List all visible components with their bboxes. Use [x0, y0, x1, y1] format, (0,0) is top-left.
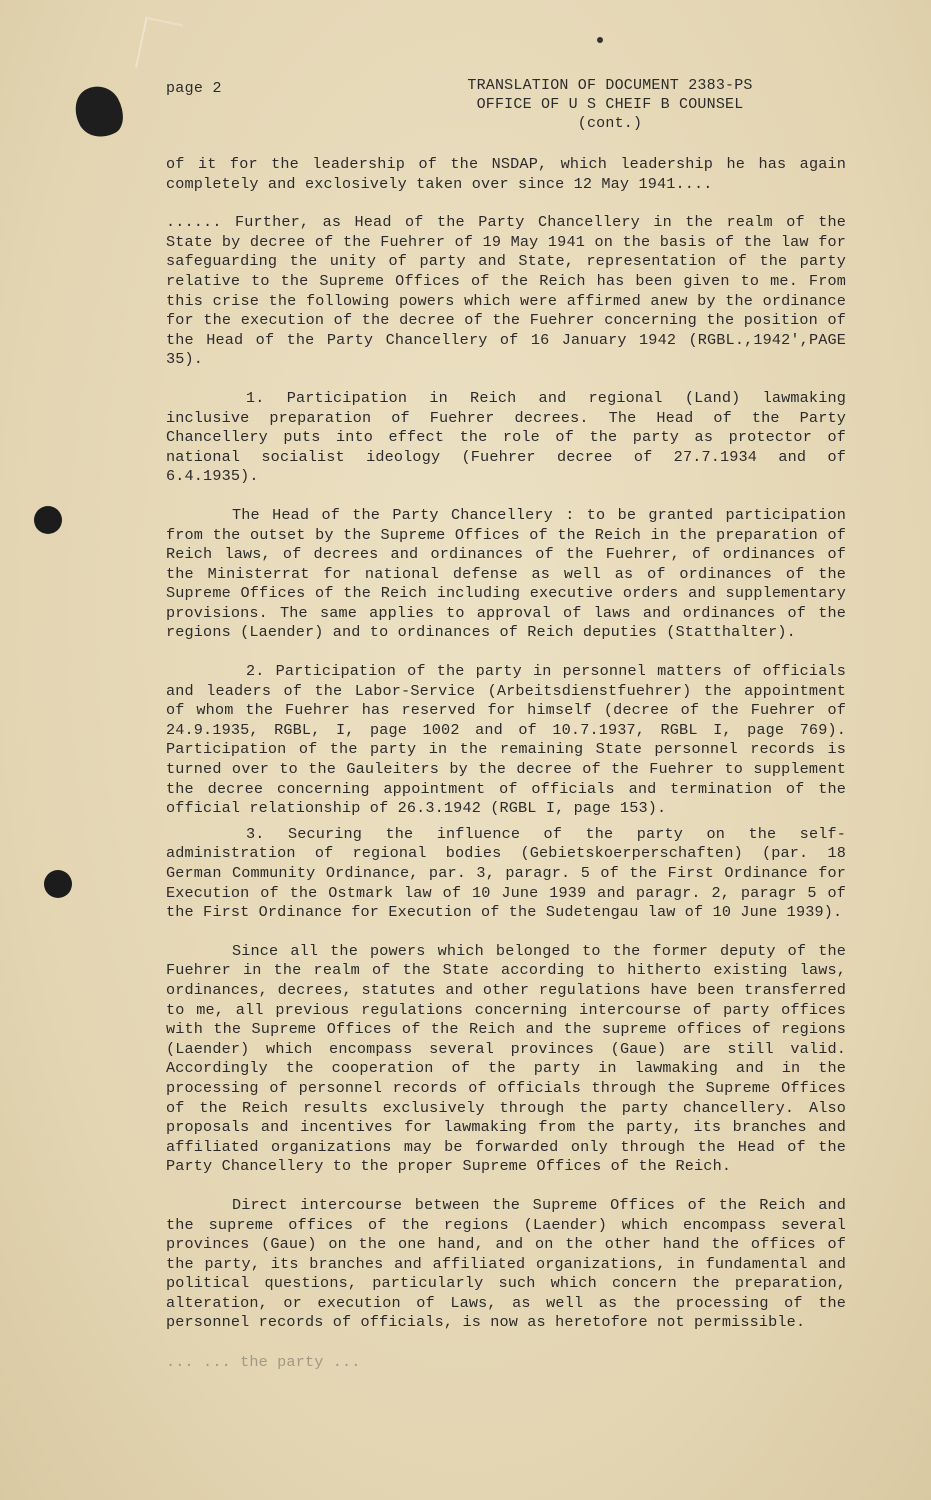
paragraph-continuation: of it for the leadership of the NSDAP, which leadership he has again completely and exclosively taken over since 12 May 1941....	[166, 155, 846, 193]
document-title	[440, 76, 780, 133]
page-number: page 2	[166, 80, 222, 97]
paragraph-head-participation: The Head of the Party Chancellery : to be granted participation from the outset by the Supreme Offices of the Reich in the preparation of Reich laws, of decrees and ordinances of the Fuehrer, of ordinances of the Ministerrat for national defense as well as of ordinances of the Supreme Offices of the Reich including executive orders and supplementary provisions. The same applies to approval of laws and ordinances of the regions (Laender) and to ordinances of Reich deputies (Statthalter).	[166, 505, 846, 642]
paper-crease	[135, 17, 183, 76]
paragraph-direct-intercourse: Direct intercourse between the Supreme Offices of the Reich and the supreme offices of the regions (Laender) which encompass several provinces (Gaue) on the one hand, and on the other hand the offices of the party, its branches and affiliated organizations, in fundamental and political questions, particularly such which concern the preparation, alteration, or execution of Laws, as well as the processing of the personnel records of officials, is now as heretofore not permissible.	[166, 1195, 846, 1332]
paragraph-item-1: 1. Participation in Reich and regional (Land) lawmaking inclusive preparation of Fuehrer decrees. The Head of the Party Chancellery puts into effect the role of the party as protector of national socialist ideology (Fuehrer decree of 27.7.1934 and of 6.4.1935).	[166, 388, 846, 486]
paragraph-item-3: 3. Securing the influence of the party on the self-administration of regional bodies (Gebietskoerperschaften) (par. 18 German Community Ordinance, par. 3, paragr. 5 of the First Ordinance for Execution of the Ostmark law of 10 June 1939 and paragr. 2, paragr 5 of the First Ordinance for Execution of the Sudetengau law of 10 June 1939).	[166, 824, 846, 922]
ink-stain	[66, 78, 131, 146]
ink-dot	[597, 37, 603, 43]
title-line-3: (cont.)	[577, 115, 643, 132]
illegible-footer-text: ... ... the party ...	[166, 1353, 361, 1372]
paragraph-further: ...... Further, as Head of the Party Chancellery in the realm of the State by decree of the Fuehrer of 19 May 1941 on the basis of the law for safeguarding the unity of party and State, representation of the party relative to the Supreme Offices of the Reich has been given to me. From this crise the following powers which were affirmed anew by the ordinance for the execution of the decree of the Fuehrer concerning the position of the Head of the Party Chancellery of 16 January 1942 (RGBL.,1942',PAGE 35).	[166, 213, 846, 369]
document-body	[166, 155, 846, 1392]
title-line-2: OFFICE OF U S CHEIF B COUNSEL	[476, 96, 744, 113]
title-line-1: TRANSLATION OF DOCUMENT 2383-PS	[467, 77, 753, 94]
punch-hole-bottom	[44, 870, 72, 898]
paragraph-item-2: 2. Participation of the party in personnel matters of officials and leaders of the Labor-Service (Arbeitsdienstfuehrer) the appointment of whom the Fuehrer has reserved for himself (decree of the Fuehrer of 24.9.1935, RGBL, I, page 1002 and of 10.7.1937, RGBL I, page 769). Participation of the party in the remaining State personnel records is turned over to the Gauleiters by the decree of the Fuehrer to supplement the decree concerning appointment of officials and termination of the official relationship of 26.3.1942 (RGBL I, page 153).	[166, 662, 846, 818]
punch-hole-top	[34, 506, 62, 534]
paragraph-powers: Since all the powers which belonged to the former deputy of the Fuehrer in the realm of the State according to hitherto existing laws, ordinances, decrees, statutes and other regulations have been transferred to me, all previous regulations concerning intercourse of party offices with the Supreme Offices of the Reich and the supreme offices of regions (Laender) which encompass several provinces (Gaue) are still valid. Accordingly the cooperation of the party in lawmaking and in the processing of personnel records of officials through the Supreme Offices of the Reich results exclusively through the party chancellery. Also proposals and incentives for lawmaking from the party, its branches and affiliated organizations may be forwarded only through the Head of the Party Chancellery to the proper Supreme Offices of the Reich.	[166, 941, 846, 1176]
